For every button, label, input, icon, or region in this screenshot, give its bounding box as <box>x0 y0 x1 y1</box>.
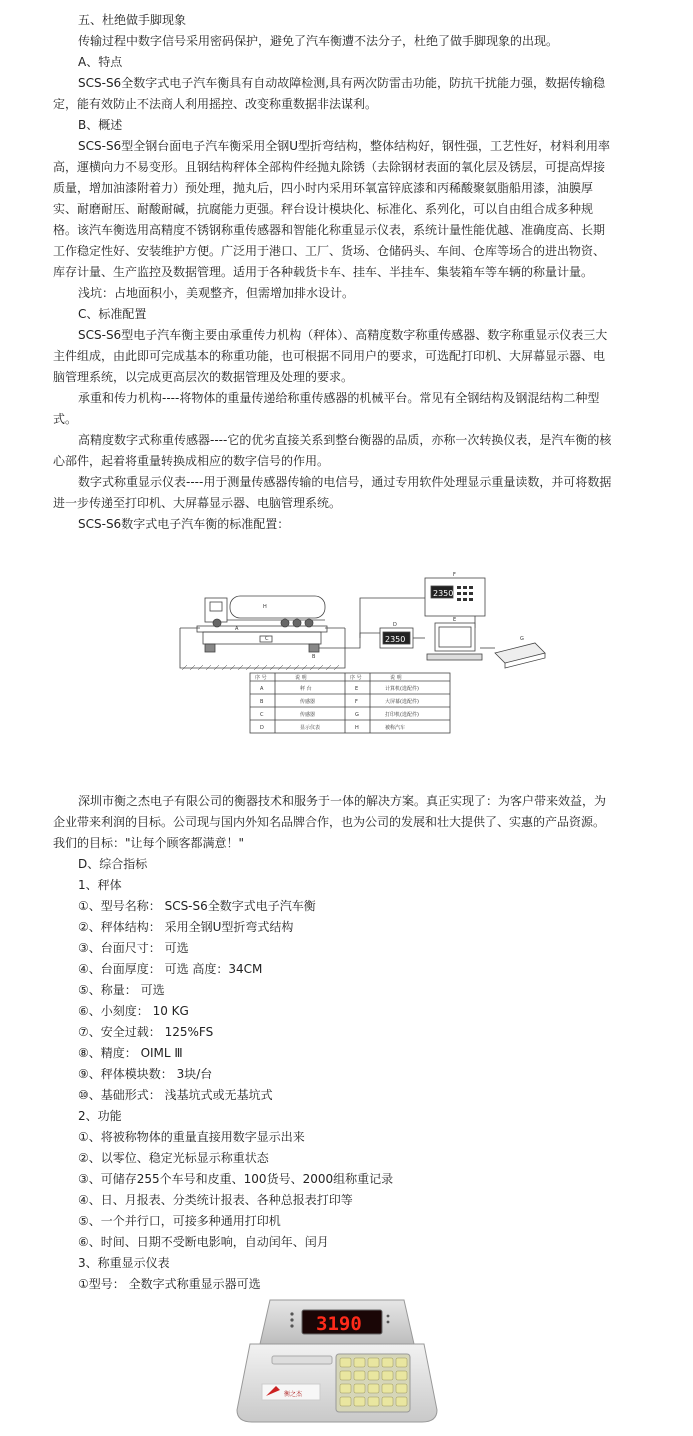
d1-item: ③、台面尺寸： 可选 <box>78 941 189 955</box>
section-c-title: C、标准配置 <box>78 307 147 321</box>
company-line: 我们的目标："让每个顾客都满意！" <box>53 836 245 850</box>
section-b-line: 实、耐磨耐压、耐酸耐碱，抗腐能力更强。秤台设计模块化、标准化、系列化，可以自由组合成多种规 <box>53 202 594 216</box>
section-b-line: 高，運横向力不易变形。且钢结构秤体全部构件经抛丸除锈（去除钢材表面的氧化层及锈层，可提高焊接 <box>53 160 606 174</box>
section-c-line: SCS-S6型电子汽车衡主要由承重传力机构（秤体）、高精度数字称重传感器、数字称重显示仪表三大 <box>78 328 608 342</box>
d1-item: ⑧、精度： OIML Ⅲ <box>78 1046 183 1060</box>
d1-item: ⑨、秤体模块数： 3块/台 <box>78 1067 213 1081</box>
d1-item: ⑥、小刻度： 10 KG <box>78 1004 189 1018</box>
indicator-reading: 3190 <box>316 1313 362 1335</box>
section-c-p4-line: 进一步传递至打印机、大屏幕显示器、电脑管理系统。 <box>53 496 342 510</box>
truck-tank <box>230 596 325 618</box>
table-cell: G <box>355 712 359 718</box>
section-b-line: 质量，增加油漆附着力）预处理，抛丸后，四小时内采用环氧富锌底漆和丙稀酸聚氨脂船用漆，油膜厚 <box>53 181 594 195</box>
table-head: 说 明 <box>390 675 402 681</box>
section-b-title: B、概述 <box>78 118 123 132</box>
d2-item: ③、可储存255个车号和皮重、100货号、2000组称重记录 <box>78 1172 394 1186</box>
d1-item: ⑦、安全过载： 125%FS <box>78 1025 214 1039</box>
truck-wheel <box>281 619 289 627</box>
table-cell: 打印机(选配件) <box>385 712 419 718</box>
table-cell: 传感器 <box>300 712 316 718</box>
section-b-shallow: 浅坑：占地面积小，美观整齐，但需增加排水设计。 <box>78 286 355 300</box>
table-head: 序 号 <box>350 675 362 681</box>
section-b-line: 格。该汽车衡选用高精度不锈钢称重传感器和智能化称重显示仪表，系统计量性能优越、准确度高、长期 <box>53 223 606 237</box>
label-a: A <box>235 626 239 632</box>
display-reading: 2350 <box>385 635 406 644</box>
big-screen-keys <box>457 586 473 601</box>
label-h: H <box>263 604 267 610</box>
legend-table <box>250 673 450 733</box>
table-cell: 计算机(选配件) <box>385 686 419 692</box>
section5-text: 传输过程中数字信号采用密码保护，避免了汽车衡遭不法分子，杜绝了做手脚现象的出现。 <box>78 34 559 48</box>
section-d-title: D、综合指标 <box>78 857 148 871</box>
d2-item: ⑥、时间、日期不受断电影响，自动闰年、闰月 <box>78 1235 329 1249</box>
truck-wheel <box>305 619 313 627</box>
d2-item: ②、以零位、稳定光标显示称重状态 <box>78 1151 269 1165</box>
table-cell: D <box>260 725 264 731</box>
cable-sensor-display <box>319 633 380 648</box>
truck-cab <box>205 598 227 622</box>
section-d2-title: 2、功能 <box>78 1109 122 1123</box>
d2-item: ①、将被称物体的重量直接用数字显示出来 <box>78 1130 305 1144</box>
company-line: 企业带来利润的目标。公司现与国内外知名品牌合作，也为公司的发展和壮大提供了、实惠的产品资源。 <box>53 815 606 829</box>
indicator-brand-text: 衡之杰 <box>284 1391 303 1398</box>
d2-item: ④、日、月报表、分类统计报表、各种总报表打印等 <box>78 1193 353 1207</box>
table-cell: H <box>355 725 359 731</box>
d1-item: ①、型号名称： SCS-S6全数字式电子汽车衡 <box>78 899 316 913</box>
table-cell: 秤 台 <box>300 686 312 692</box>
d1-item: ⑤、称量： 可选 <box>78 983 165 997</box>
section-c-p4-line: 数字式称重显示仪表----用于测量传感器传输的电信号，通过专用软件处理显示重量读数，并可将数据 <box>78 475 612 489</box>
ground-hatching <box>182 665 339 670</box>
d1-item: ④、台面厚度： 可选 高度：34CM <box>78 962 263 976</box>
truck-scale-diagram <box>175 568 550 738</box>
table-cell: E <box>355 686 359 692</box>
weighing-indicator-image <box>232 1292 442 1432</box>
section-a-title: A、特点 <box>78 55 123 69</box>
table-cell: C <box>260 712 264 718</box>
truck-wheel <box>213 619 221 627</box>
section-a-line1: SCS-S6全数字式电子汽车衡具有自动故障检测,具有两次防雷击功能，防抗干扰能力强，数据传输稳 <box>78 76 606 90</box>
sensor-right <box>309 644 319 652</box>
section-b-line: 工作稳定性好、安装维护方便。广泛用于港口、工厂、货场、仓储码头、车间、仓库等场合的进出物资、 <box>53 244 606 258</box>
section-c-p3-line: 高精度数字式称重传感器----它的优劣直接关系到整台衡器的品质，亦称一次转换仪表，是汽车衡的核 <box>78 433 612 447</box>
label-e: E <box>453 617 457 623</box>
section-a-line2: 定，能有效防止不法商人利用摇控、改变称重数据非法谋利。 <box>53 97 378 111</box>
table-cell: 传感器 <box>300 699 316 705</box>
label-c: C <box>265 636 269 642</box>
truck-wheel <box>293 619 301 627</box>
table-cell: A <box>260 686 264 692</box>
company-line: 深圳市衡之杰电子有限公司的衡器技术和服务于一体的解决方案。真正实现了：为客户带来效益，为 <box>78 794 607 808</box>
section-d1-title: 1、秤体 <box>78 878 122 892</box>
section-c-p2-line: 承重和传力机构----将物体的重量传递给称重传感器的机械平台。常见有全钢结构及钢混结构二种型 <box>78 391 600 405</box>
table-cell: F <box>355 699 358 705</box>
table-cell: 大屏幕(选配件) <box>385 699 419 705</box>
d3-item: ①型号： 全数字式称重显示器可选 <box>78 1277 261 1291</box>
section-c-line: 脑管理系统，以完成更高层次的数据管理及处理的要求。 <box>53 370 354 384</box>
section-b-line: 库存计量、生产监控及数据管理。适用于各种载货卡车、挂车、半挂车、集装箱车等车辆的称量计量。 <box>53 265 594 279</box>
table-cell: 被称汽车 <box>385 725 406 731</box>
d2-item: ⑤、一个并行口，可接多种通用打印机 <box>78 1214 281 1228</box>
computer-keyboard <box>427 654 482 660</box>
section-c-line: 主件组成，由此即可完成基本的称重功能，也可根据不同用户的要求，可选配打印机、大屏幕显示器、电 <box>53 349 606 363</box>
indicator-printer-slot <box>272 1356 332 1364</box>
big-screen-reading: 2350 <box>433 589 454 598</box>
d1-item: ⑩、基础形式： 浅基坑式或无基坑式 <box>78 1088 273 1102</box>
section5-title: 五、杜绝做手脚现象 <box>78 13 187 27</box>
sensor-left <box>205 644 215 652</box>
section-d3-title: 3、称重显示仪表 <box>78 1256 170 1270</box>
table-cell: B <box>260 699 264 705</box>
label-b: B <box>312 654 316 660</box>
table-cell: 显示仪表 <box>300 725 321 731</box>
label-g: G <box>520 636 524 642</box>
label-f: F <box>453 572 456 578</box>
section-c-config: SCS-S6数字式电子汽车衡的标准配置： <box>78 517 290 531</box>
table-head: 说 明 <box>295 675 307 681</box>
label-d: D <box>393 622 397 628</box>
section-b-line: SCS-S6型全钢台面电子汽车衡采用全钢U型折弯结构，整体结构好，钢性强，工艺性好，材料利用率 <box>78 139 610 153</box>
d1-item: ②、秤体结构： 采用全钢U型折弯式结构 <box>78 920 294 934</box>
table-head: 序 号 <box>255 675 267 681</box>
section-c-p3-line: 心部件，起着将重量转换成相应的数字信号的作用。 <box>53 454 330 468</box>
section-c-p2-line: 式。 <box>53 412 78 426</box>
